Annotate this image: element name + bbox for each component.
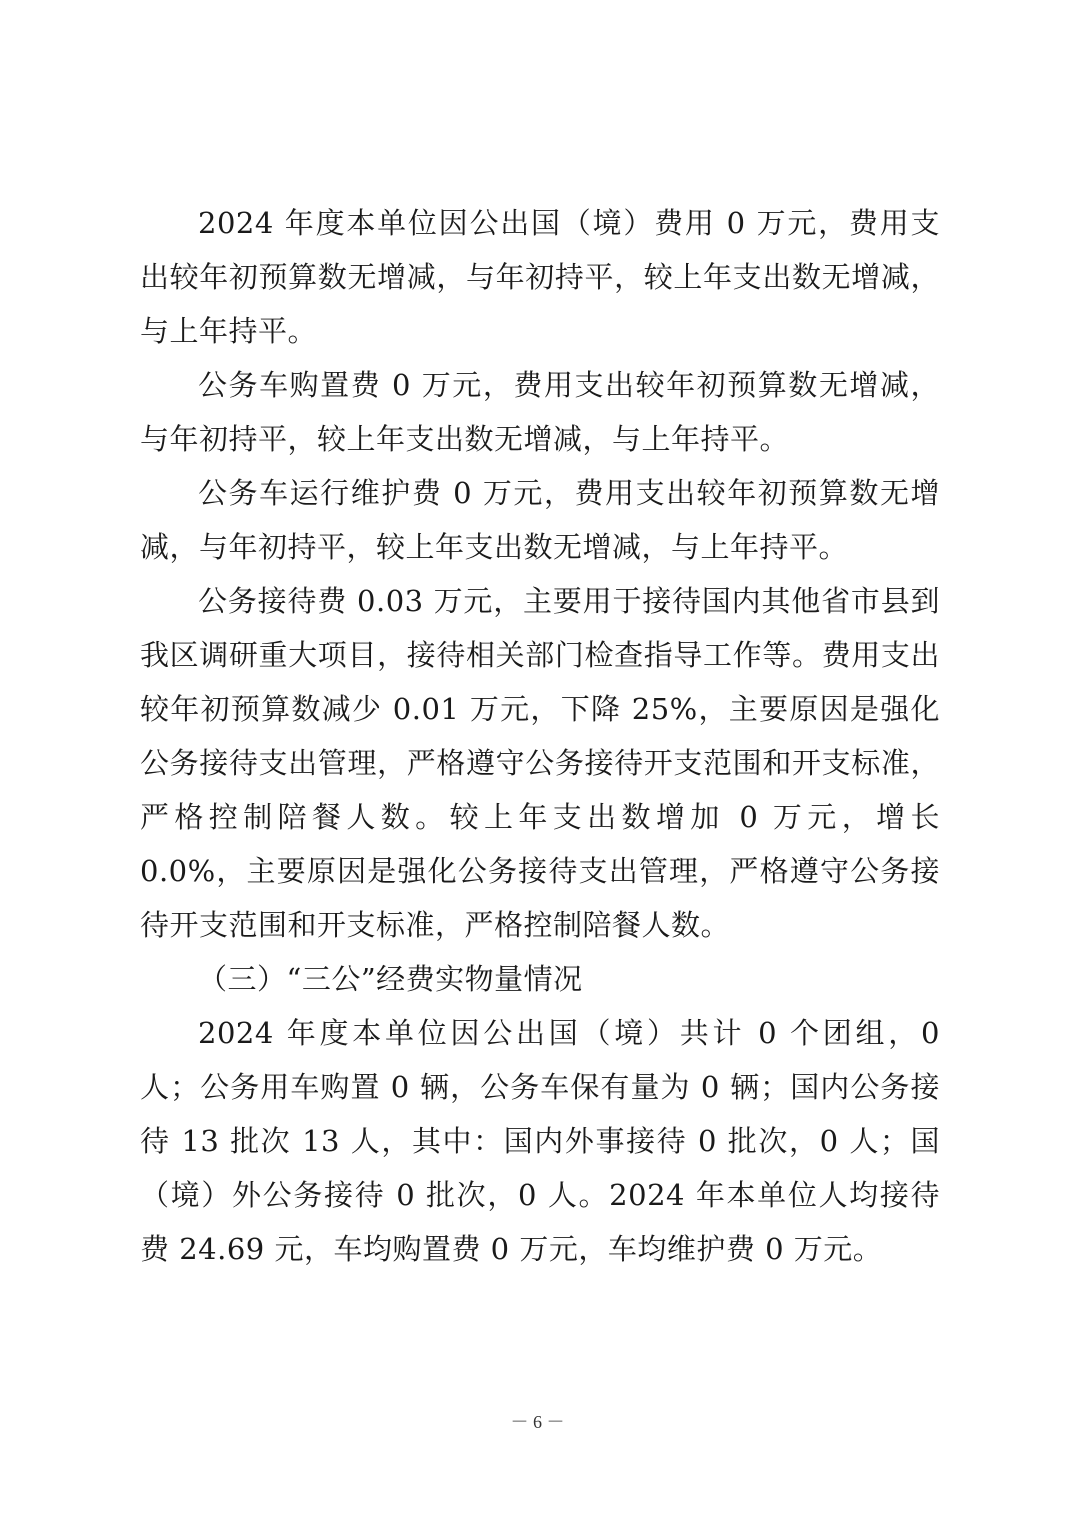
page-number: － 6 －	[510, 1412, 565, 1432]
document-body	[140, 196, 940, 1276]
paragraph-reception-expense: 公务接待费 0.03 万元，主要用于接待国内其他省市县到我区调研重大项目，接待相关部门检查指导工作等。费用支出较年初预算数减少 0.01 万元，下降 25%，主要原因是强化公务接待支出管理，严格遵守公务接待开支范围和开支标准，严格控制陪餐人数。较上年支出数增加 0 万元，增长 0.0%，主要原因是强化公务接待支出管理，严格遵守公务接待开支范围和开支标准，严格控制陪餐人数。	[140, 584, 940, 942]
section-heading-physical-quantity: （三）“三公”经费实物量情况	[198, 962, 583, 996]
paragraph-physical-quantity: 2024 年度本单位因公出国（境）共计 0 个团组，0 人；公务用车购置 0 辆，公务车保有量为 0 辆；国内公务接待 13 批次 13 人，其中：国内外事接待 0 批次，0 人；国（境）外公务接待 0 批次，0 人。2024 年本单位人均接待费 24.69 元，车均购置费 0 万元，车均维护费 0 万元。	[140, 1016, 940, 1266]
paragraph-vehicle-purchase: 公务车购置费 0 万元，费用支出较年初预算数无增减，与年初持平，较上年支出数无增减，与上年持平。	[140, 368, 940, 456]
paragraph-overseas-travel: 2024 年度本单位因公出国（境）费用 0 万元，费用支出较年初预算数无增减，与年初持平，较上年支出数无增减，与上年持平。	[140, 206, 940, 348]
paragraph-vehicle-maintenance: 公务车运行维护费 0 万元，费用支出较年初预算数无增减，与年初持平，较上年支出数无增减，与上年持平。	[140, 476, 940, 564]
